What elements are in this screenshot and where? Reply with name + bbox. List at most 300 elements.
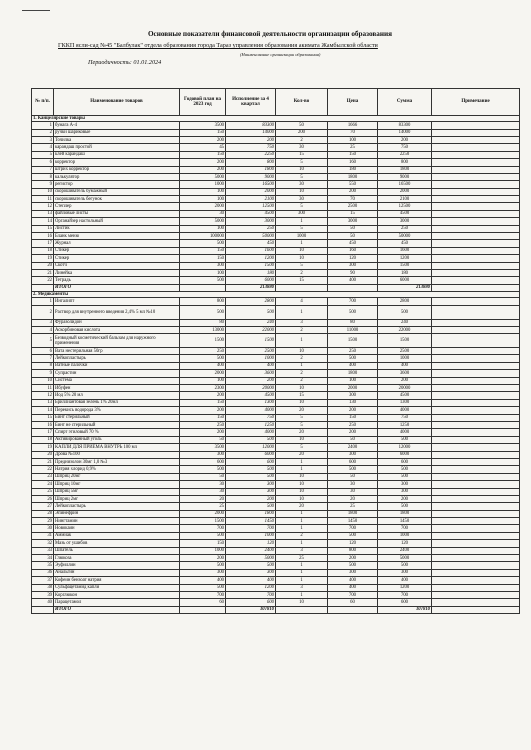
table-row [32, 392, 520, 399]
cell-plan: 5000 [180, 173, 226, 180]
col-header-price: Цена [328, 89, 378, 116]
cell-sum: 300 [378, 481, 432, 488]
cell-name: Шприц 20мг [54, 473, 180, 480]
cell-quantity: 4 [276, 298, 328, 305]
cell-name: клей карандаш [54, 151, 180, 158]
cell-number: 9 [32, 370, 54, 377]
cell-price: 50 [328, 473, 378, 480]
cell-note [432, 298, 520, 305]
table-row [32, 277, 520, 284]
cell-number: 6 [32, 159, 54, 166]
cell-execution: 6000 [226, 451, 276, 458]
cell-execution: 5000 [226, 555, 276, 562]
cell-quantity: 30 [276, 181, 328, 188]
cell-execution: 2400 [226, 547, 276, 554]
total-empty-cell [32, 284, 54, 291]
cell-quantity: 20 [276, 429, 328, 436]
cell-execution: 500 [226, 562, 276, 569]
cell-price: 200 [328, 555, 378, 562]
cell-quantity: 30 [276, 144, 328, 151]
cell-note [432, 277, 520, 284]
cell-execution: 120 [226, 540, 276, 547]
cell-quantity: 15 [276, 392, 328, 399]
cell-plan: 3500 [180, 444, 226, 451]
cell-quantity: 20 [276, 451, 328, 458]
cell-quantity: 1000 [276, 233, 328, 240]
table-row [32, 159, 520, 166]
cell-plan: 200 [180, 136, 226, 143]
table-row [32, 510, 520, 517]
cell-execution: 1200 [226, 584, 276, 591]
cell-plan: 200 [180, 166, 226, 173]
cell-quantity: 10 [276, 481, 328, 488]
cell-note [432, 326, 520, 333]
cell-price: 30 [328, 488, 378, 495]
cell-number: 12 [32, 392, 54, 399]
cell-price: 90 [328, 269, 378, 276]
cell-note [432, 451, 520, 458]
table-row [32, 422, 520, 429]
cell-note [432, 377, 520, 384]
cell-plan: 1000 [180, 547, 226, 554]
cell-plan: 150 [180, 255, 226, 262]
cell-name: Лейкопластырь [54, 355, 180, 362]
cell-number: 3 [32, 136, 54, 143]
cell-note [432, 407, 520, 414]
cell-note [432, 444, 520, 451]
cell-quantity: 1 [276, 569, 328, 576]
cell-name: Шпатель [54, 547, 180, 554]
cell-price: 80 [328, 319, 378, 326]
cell-number: 30 [32, 525, 54, 532]
cell-price: 25 [328, 503, 378, 510]
cell-plan: 30 [180, 481, 226, 488]
cell-execution: 500 [226, 473, 276, 480]
table-row [32, 218, 520, 225]
cell-quantity: 10 [276, 495, 328, 502]
cell-sum: 500 [378, 473, 432, 480]
cell-name: карандаш простой [54, 144, 180, 151]
cell-price: 600 [328, 458, 378, 465]
cell-execution: 300 [226, 481, 276, 488]
cell-price: 30 [328, 481, 378, 488]
cell-note [432, 503, 520, 510]
cell-number: 22 [32, 277, 54, 284]
cell-plan: 500 [180, 240, 226, 247]
cell-price: 1800 [328, 510, 378, 517]
cell-note [432, 305, 520, 319]
cell-execution: 300 [226, 569, 276, 576]
cell-sum: 1000 [378, 532, 432, 539]
cell-name: Нингтамин [54, 518, 180, 525]
cell-plan: 100 [180, 377, 226, 384]
cell-note [432, 414, 520, 421]
cell-note [432, 481, 520, 488]
cell-note [432, 136, 520, 143]
cell-price: 150 [328, 151, 378, 158]
table-row [32, 525, 520, 532]
cell-name: Аскорбиновая кислота [54, 326, 180, 333]
cell-quantity: 3 [276, 547, 328, 554]
cell-execution: 750 [226, 414, 276, 421]
total-empty-cell [276, 284, 328, 291]
cell-plan: 600 [180, 458, 226, 465]
cell-sum: 6000 [378, 451, 432, 458]
cell-plan: 150 [180, 151, 226, 158]
cell-name: Скотч [54, 262, 180, 269]
cell-execution: 200 [226, 136, 276, 143]
table-row [32, 599, 520, 606]
table-row [32, 240, 520, 247]
top-rule [22, 10, 50, 11]
cell-execution: 12000 [226, 444, 276, 451]
cell-quantity: 10 [276, 385, 328, 392]
cell-quantity: 10 [276, 255, 328, 262]
table-row [32, 584, 520, 591]
cell-sum: 120 [378, 540, 432, 547]
cell-number: 21 [32, 458, 54, 465]
cell-note [432, 218, 520, 225]
cell-sum: 9000 [378, 173, 432, 180]
cell-number: 18 [32, 436, 54, 443]
cell-plan: 150 [180, 414, 226, 421]
cell-sum: 4000 [378, 407, 432, 414]
table-row [32, 547, 520, 554]
cell-price: 250 [328, 422, 378, 429]
cell-note [432, 144, 520, 151]
cell-quantity: 2 [276, 326, 328, 333]
cell-name: Бланк меню [54, 233, 180, 240]
cell-note [432, 173, 520, 180]
cell-name: Корглюкон [54, 591, 180, 598]
cell-execution: 700 [226, 591, 276, 598]
cell-price: 15 [328, 210, 378, 217]
cell-plan: 50 [180, 473, 226, 480]
cell-note [432, 210, 520, 217]
cell-price: 500 [328, 355, 378, 362]
cell-execution: 2100 [226, 196, 276, 203]
cell-execution: 500 [226, 503, 276, 510]
cell-price: 120 [328, 255, 378, 262]
cell-number: 17 [32, 240, 54, 247]
cell-quantity: 200 [276, 129, 328, 136]
cell-price: 1800 [328, 173, 378, 180]
cell-number: 1 [32, 122, 54, 129]
cell-note [432, 525, 520, 532]
cell-plan: 500 [180, 355, 226, 362]
table-row [32, 326, 520, 333]
total-label: ИТОГО [54, 284, 180, 291]
cell-number: 39 [32, 591, 54, 598]
cell-plan: 500 [180, 532, 226, 539]
total-empty-cell [328, 606, 378, 613]
total-empty-cell [180, 606, 226, 613]
total-empty-cell [180, 284, 226, 291]
cell-note [432, 159, 520, 166]
cell-quantity: 1 [276, 466, 328, 473]
cell-note [432, 188, 520, 195]
cell-name: Стикер [54, 247, 180, 254]
table-row [32, 166, 520, 173]
cell-name: Аммиак [54, 532, 180, 539]
cell-execution: 4000 [226, 407, 276, 414]
cell-number: 24 [32, 481, 54, 488]
table-row [32, 362, 520, 369]
cell-sum: 800 [378, 159, 432, 166]
table-row [32, 151, 520, 158]
cell-sum: 400 [378, 362, 432, 369]
cell-sum: 1450 [378, 518, 432, 525]
cell-name: скорошиватель бумажный [54, 188, 180, 195]
cell-quantity: 20 [276, 503, 328, 510]
table-row [32, 144, 520, 151]
cell-price: 50 [328, 436, 378, 443]
cell-execution: 3000 [226, 218, 276, 225]
cell-number: 27 [32, 503, 54, 510]
cell-quantity: 10 [276, 188, 328, 195]
cell-sum: 16500 [378, 181, 432, 188]
cell-execution: 1800 [226, 510, 276, 517]
cell-name: корректор [54, 159, 180, 166]
cell-quantity: 1 [276, 591, 328, 598]
cell-note [432, 262, 520, 269]
cell-number: 14 [32, 407, 54, 414]
section-title: 2. Медикаменты [32, 292, 520, 298]
cell-note [432, 166, 520, 173]
cell-price: 2400 [328, 444, 378, 451]
cell-execution: 16500 [226, 181, 276, 188]
cell-number: 20 [32, 262, 54, 269]
cell-name: Эуфиллин [54, 562, 180, 569]
cell-plan: 200 [180, 429, 226, 436]
cell-number: 35 [32, 562, 54, 569]
cell-sum: 750 [378, 144, 432, 151]
cell-name: Новокаин [54, 525, 180, 532]
total-empty-cell [432, 284, 520, 291]
cell-quantity: 300 [276, 210, 328, 217]
cell-note [432, 196, 520, 203]
cell-name: бумага А-4 [54, 122, 180, 129]
cell-name: Шприц 2мг [54, 495, 180, 502]
cell-sum: 1200 [378, 255, 432, 262]
cell-execution: 20000 [226, 385, 276, 392]
table-row [32, 225, 520, 232]
cell-number: 3 [32, 319, 54, 326]
table-row [32, 173, 520, 180]
cell-number: 8 [32, 362, 54, 369]
cell-name: Сульфацетамид капли [54, 584, 180, 591]
cell-name: Ибуфен [54, 385, 180, 392]
cell-quantity: 1 [276, 562, 328, 569]
table-row [32, 355, 520, 362]
table-row [32, 429, 520, 436]
cell-execution: 4000 [226, 429, 276, 436]
cell-name: КАПЛИ ДЛЯ ПРИЕМА ВНУТРЬ 100 мл [54, 444, 180, 451]
cell-plan: 200 [180, 392, 226, 399]
cell-name: Вата нестерильная 50гр [54, 348, 180, 355]
cell-number: 10 [32, 188, 54, 195]
cell-plan: 2000 [180, 370, 226, 377]
cell-number: 7 [32, 355, 54, 362]
col-header-quantity: Кол-во [276, 89, 328, 116]
cell-name: Шприц 5мг [54, 488, 180, 495]
total-label: ИТОГО [54, 606, 180, 613]
total-empty-cell [432, 606, 520, 613]
cell-note [432, 562, 520, 569]
cell-plan: 150 [180, 129, 226, 136]
cell-name: Органайзер настольный [54, 218, 180, 225]
cell-price: 3000 [328, 218, 378, 225]
cell-execution: 1450 [226, 518, 276, 525]
cell-note [432, 319, 520, 326]
cell-plan: 250 [180, 422, 226, 429]
cell-number: 2 [32, 305, 54, 319]
cell-plan: 500 [180, 584, 226, 591]
cell-note [432, 488, 520, 495]
table-row [32, 298, 520, 305]
table-row [32, 466, 520, 473]
table-row [32, 196, 520, 203]
table-row [32, 370, 520, 377]
cell-quantity: 1 [276, 305, 328, 319]
cell-number: 34 [32, 555, 54, 562]
cell-number: 19 [32, 255, 54, 262]
cell-execution: 1500 [226, 262, 276, 269]
document-title: Основные показатели финансовой деятельности организации образования [147, 30, 393, 38]
cell-name: Бинт стерильный [54, 414, 180, 421]
table-row [32, 233, 520, 240]
cell-note [432, 532, 520, 539]
cell-sum: 200 [378, 136, 432, 143]
cell-price: 1800 [328, 370, 378, 377]
cell-number: 4 [32, 144, 54, 151]
cell-price: 500 [328, 305, 378, 319]
cell-plan: 1000 [180, 181, 226, 188]
table-row [32, 532, 520, 539]
cell-quantity: 5 [276, 159, 328, 166]
cell-note [432, 466, 520, 473]
cell-plan: 30 [180, 488, 226, 495]
cell-sum: 200 [378, 377, 432, 384]
table-row [32, 385, 520, 392]
cell-number: 9 [32, 181, 54, 188]
cell-sum: 3000 [378, 218, 432, 225]
table-header-row [32, 89, 520, 116]
cell-plan: 20 [180, 495, 226, 502]
cell-sum: 250 [378, 225, 432, 232]
cell-plan: 500 [180, 277, 226, 284]
table-row [32, 122, 520, 129]
cell-price: 550 [328, 181, 378, 188]
cell-sum: 4500 [378, 392, 432, 399]
cell-price: 400 [328, 362, 378, 369]
cell-plan: 100 [180, 188, 226, 195]
table-row [32, 555, 520, 562]
cell-plan: 45 [180, 144, 226, 151]
table-row [32, 210, 520, 217]
cell-name: Безводный косметический бальзам для наружного применения [54, 334, 180, 348]
cell-number: 13 [32, 399, 54, 406]
cell-note [432, 334, 520, 348]
cell-sum: 22000 [378, 326, 432, 333]
cell-number: 16 [32, 233, 54, 240]
cell-name: Фуразолидон [54, 319, 180, 326]
cell-execution: 1300 [226, 399, 276, 406]
cell-execution: 1600 [226, 247, 276, 254]
cell-price: 400 [328, 584, 378, 591]
table-row [32, 414, 520, 421]
cell-plan: 200 [180, 159, 226, 166]
table-row [32, 503, 520, 510]
table-row [32, 181, 520, 188]
table-row [32, 188, 520, 195]
cell-execution: 9000 [226, 173, 276, 180]
cell-plan: 100 [180, 269, 226, 276]
cell-plan: 400 [180, 362, 226, 369]
cell-quantity: 5 [276, 414, 328, 421]
cell-price: 160 [328, 247, 378, 254]
cell-quantity: 1 [276, 334, 328, 348]
cell-plan: 100000 [180, 233, 226, 240]
cell-execution: 50000 [226, 233, 276, 240]
cell-plan: 150 [180, 540, 226, 547]
cell-number: 13 [32, 210, 54, 217]
cell-name: Ватные палочки [54, 362, 180, 369]
cell-note [432, 473, 520, 480]
cell-sum: 240 [378, 319, 432, 326]
cell-price: 100 [328, 377, 378, 384]
cell-name: Бинт не стерильный [54, 422, 180, 429]
cell-sum: 14000 [378, 129, 432, 136]
cell-number: 26 [32, 495, 54, 502]
cell-plan: 400 [180, 577, 226, 584]
cell-quantity: 5 [276, 173, 328, 180]
cell-note [432, 392, 520, 399]
cell-sum: 20000 [378, 385, 432, 392]
cell-sum: 5000 [378, 555, 432, 562]
cell-price: 50 [328, 225, 378, 232]
cell-sum: 4000 [378, 429, 432, 436]
table-row [32, 540, 520, 547]
cell-note [432, 151, 520, 158]
cell-sum: 1000 [378, 355, 432, 362]
table-row [32, 136, 520, 143]
cell-sum: 700 [378, 591, 432, 598]
cell-plan: 60 [180, 599, 226, 606]
cell-note [432, 203, 520, 210]
cell-sum: 500 [378, 436, 432, 443]
cell-number: 7 [32, 166, 54, 173]
cell-note [432, 436, 520, 443]
cell-sum: 12000 [378, 444, 432, 451]
cell-number: 1 [32, 298, 54, 305]
cell-price: 70 [328, 129, 378, 136]
cell-number: 5 [32, 334, 54, 348]
cell-plan: 500 [180, 305, 226, 319]
cell-sum: 1250 [378, 422, 432, 429]
cell-plan: 100 [180, 225, 226, 232]
cell-execution: 750 [226, 144, 276, 151]
cell-sum: 1200 [378, 584, 432, 591]
cell-quantity: 1 [276, 540, 328, 547]
table-row [32, 436, 520, 443]
cell-note [432, 599, 520, 606]
cell-note [432, 181, 520, 188]
cell-note [432, 510, 520, 517]
table-row [32, 444, 520, 451]
cell-price: 450 [328, 240, 378, 247]
cell-price: 11000 [328, 326, 378, 333]
